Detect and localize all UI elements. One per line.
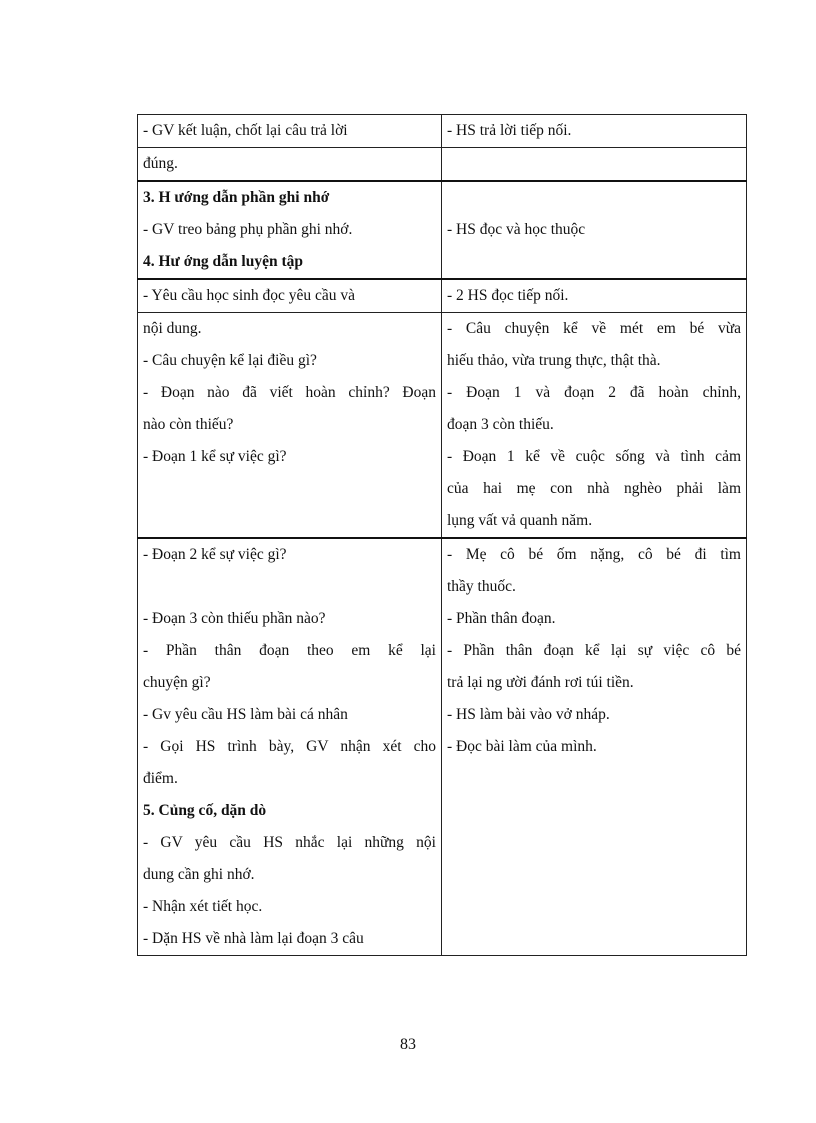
student-activity-cell — [442, 538, 747, 956]
text-line: trả lại ng ười đánh rơi túi tiền. — [447, 674, 634, 691]
text-line: - Mẹ cô bé ốm nặng, cô bé đi tìm — [447, 546, 741, 563]
text-line: - HS làm bài vào vở nháp. — [447, 706, 610, 723]
section-heading: 3. H ướng dẫn phần ghi nhớ — [143, 189, 330, 206]
text-line: - Đoạn 1 và đoạn 2 đã hoàn chỉnh, — [447, 384, 741, 401]
text-line: - Đọc bài làm của mình. — [447, 738, 597, 755]
text-line: - HS trả lời tiếp nối. — [447, 122, 572, 139]
text-line: lụng vất vả quanh năm. — [447, 512, 593, 529]
text-line: của hai mẹ con nhà nghèo phải làm — [447, 480, 741, 497]
student-activity-cell — [442, 279, 747, 313]
text-line: - Câu chuyện kể về mét em bé vừa — [447, 320, 741, 337]
text-line: - Đoạn nào đã viết hoàn chỉnh? Đoạn — [143, 384, 436, 401]
text-line — [447, 182, 741, 214]
text-line: - Gv yêu cầu HS làm bài cá nhân — [143, 706, 348, 723]
teacher-activity-cell — [138, 115, 442, 148]
student-activity-cell — [442, 313, 747, 539]
teacher-activity-cell — [138, 538, 442, 956]
table-row — [138, 313, 747, 539]
student-activity-cell — [442, 115, 747, 148]
text-line: - Đoạn 3 còn thiếu phần nào? — [143, 610, 326, 627]
text-line: - HS đọc và học thuộc — [447, 221, 586, 238]
text-line: - Đoạn 1 kể sự việc gì? — [143, 448, 287, 465]
teacher-activity-cell — [138, 279, 442, 313]
text-line: nội dung. — [143, 320, 202, 337]
text-line: - Phần thân đoạn kể lại sự việc cô bé — [447, 642, 741, 659]
text-line: - GV kết luận, chốt lại câu trả lời — [143, 122, 348, 139]
lesson-plan-table-body — [138, 115, 747, 956]
text-line: - Gọi HS trình bày, GV nhận xét cho — [143, 738, 436, 755]
section-heading: 5. Củng cố, dặn dò — [143, 802, 267, 819]
table-row — [138, 538, 747, 956]
text-line: hiếu thảo, vừa trung thực, thật thà. — [447, 352, 661, 369]
teacher-activity-cell — [138, 148, 442, 182]
section-heading: 4. Hư ớng dẫn luyện tập — [143, 253, 304, 270]
teacher-activity-cell — [138, 313, 442, 539]
text-line: điểm. — [143, 770, 178, 787]
text-line: - Câu chuyện kể lại điều gì? — [143, 352, 317, 369]
table-row — [138, 279, 747, 313]
text-line: - Đoạn 2 kể sự việc gì? — [143, 546, 287, 563]
text-line: - GV yêu cầu HS nhắc lại những nội — [143, 834, 436, 851]
text-line: thầy thuốc. — [447, 578, 516, 595]
student-activity-cell — [442, 181, 747, 279]
text-line: - Nhận xét tiết học. — [143, 898, 263, 915]
text-line: chuyện gì? — [143, 674, 211, 691]
lesson-plan-table — [137, 114, 747, 956]
page-number: 83 — [400, 1036, 416, 1053]
text-line: - Đoạn 1 kể về cuộc sống và tình cảm — [447, 448, 741, 465]
table-row — [138, 115, 747, 148]
table-row — [138, 181, 747, 279]
text-line: - Phần thân đoạn theo em kể lại — [143, 642, 436, 659]
text-line: dung cần ghi nhớ. — [143, 866, 255, 883]
text-line: - 2 HS đọc tiếp nối. — [447, 287, 569, 304]
text-line — [143, 571, 436, 603]
student-activity-cell — [442, 148, 747, 182]
text-line: - Dặn HS về nhà làm lại đoạn 3 câu — [143, 930, 364, 947]
text-line: nào còn thiếu? — [143, 416, 234, 433]
text-line: - Phần thân đoạn. — [447, 610, 556, 627]
text-line: - Yêu cầu học sinh đọc yêu cầu và — [143, 287, 356, 304]
table-row — [138, 148, 747, 182]
text-line: đoạn 3 còn thiếu. — [447, 416, 554, 433]
text-line: - GV treo bảng phụ phần ghi nhớ. — [143, 221, 353, 238]
teacher-activity-cell — [138, 181, 442, 279]
text-line: đúng. — [143, 155, 178, 172]
